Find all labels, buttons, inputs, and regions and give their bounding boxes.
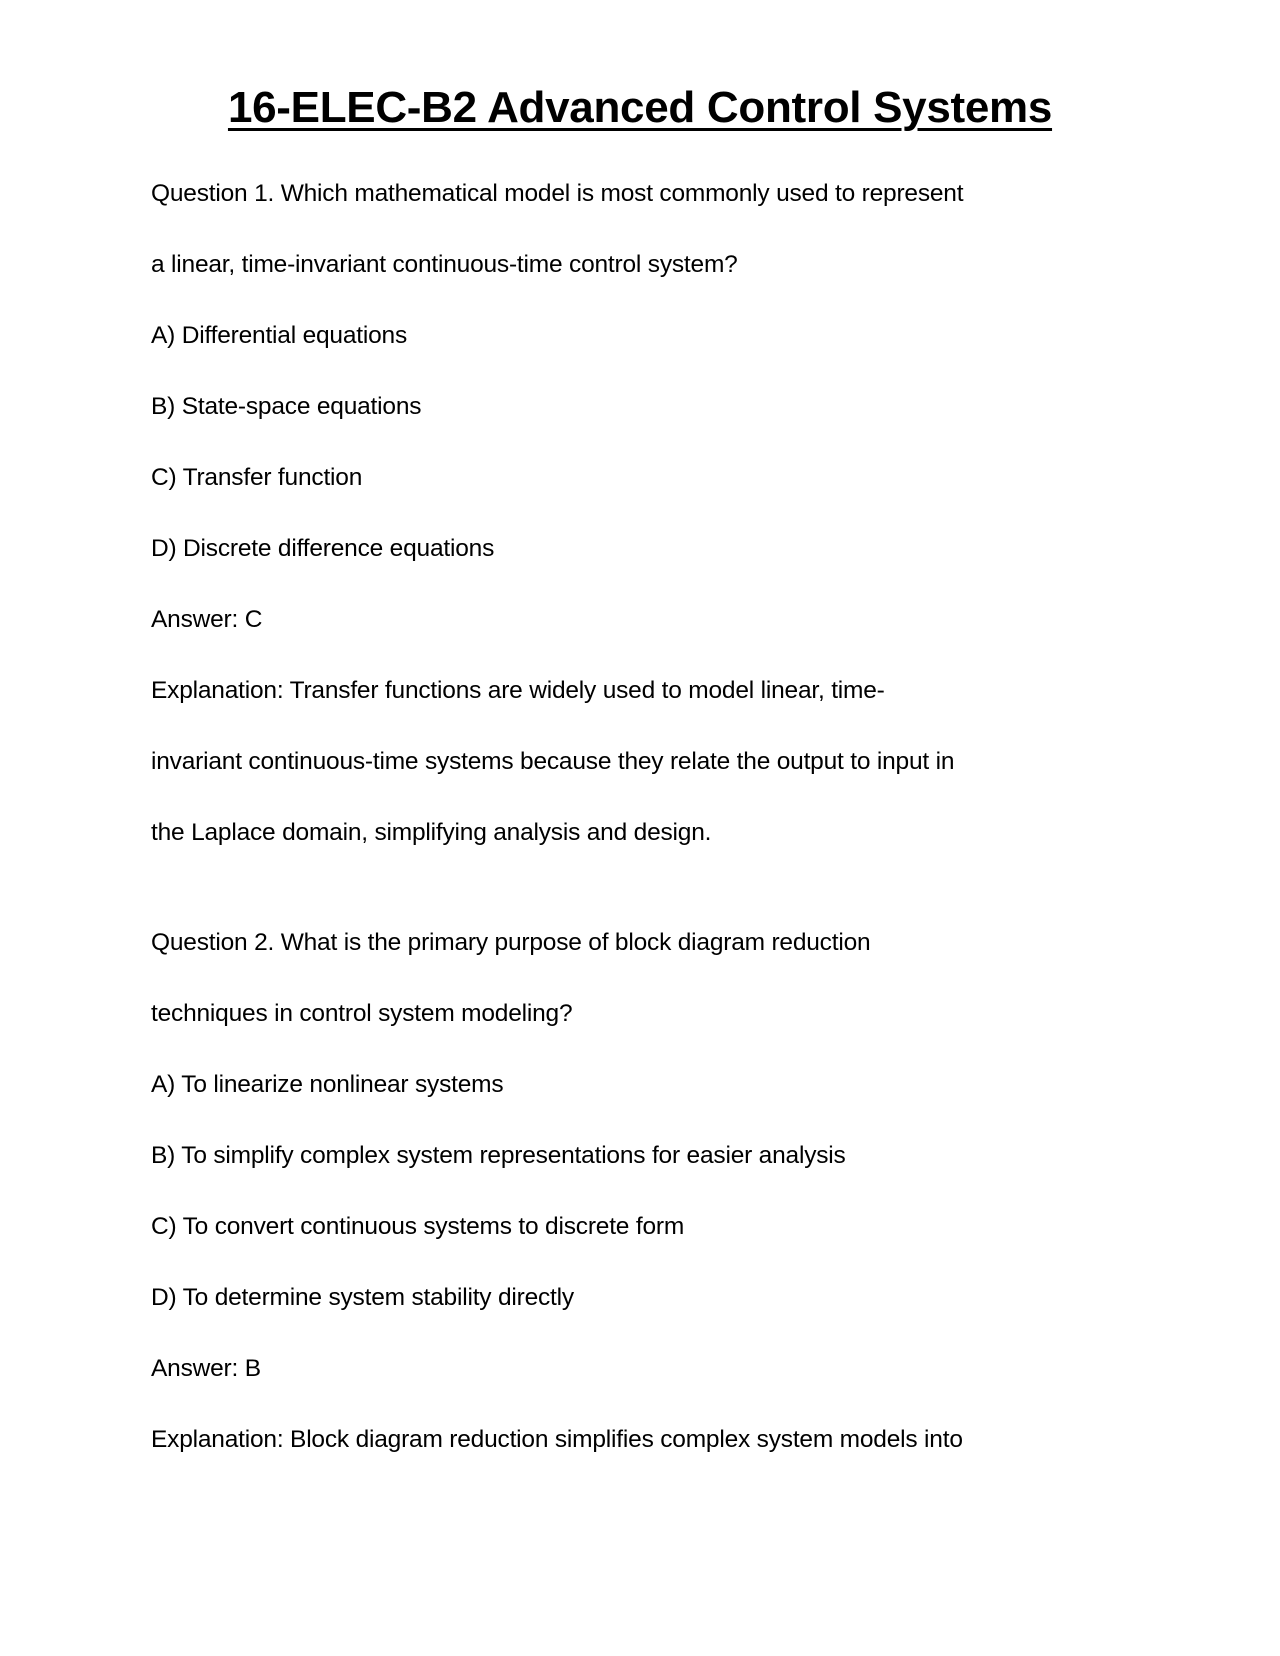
question-2-text-line-1: Question 2. What is the primary purpose of block diagram reduction [151,929,871,956]
question-1-option-d: D) Discrete difference equations [151,535,495,562]
question-1-option-a: A) Differential equations [151,322,408,349]
question-2-answer: Answer: B [151,1355,261,1382]
question-1-option-b: B) State-space equations [151,393,422,420]
question-2-option-b: B) To simplify complex system representations for easier analysis [151,1142,846,1169]
question-1-option-c: C) Transfer function [151,464,363,491]
question-2-option-c: C) To convert continuous systems to discrete form [151,1213,685,1240]
question-2-explanation-line-1: Explanation: Block diagram reduction simplifies complex system models into [151,1426,963,1453]
document-title: 16-ELEC-B2 Advanced Control Systems [227,83,1053,132]
question-1-explanation-line-3: the Laplace domain, simplifying analysis and design. [151,819,712,846]
question-1-answer: Answer: C [151,606,263,633]
question-1-text-line-2: a linear, time-invariant continuous-time control system? [151,251,738,278]
question-2-text-line-2: techniques in control system modeling? [151,1000,573,1027]
question-2-option-d: D) To determine system stability directly [151,1284,574,1311]
question-1-explanation-line-1: Explanation: Transfer functions are widely used to model linear, time- [151,677,885,704]
question-2-option-a: A) To linearize nonlinear systems [151,1071,504,1098]
question-1-explanation-line-2: invariant continuous-time systems because they relate the output to input in [151,748,955,775]
question-1-text-line-1: Question 1. Which mathematical model is most commonly used to represent [151,180,964,207]
